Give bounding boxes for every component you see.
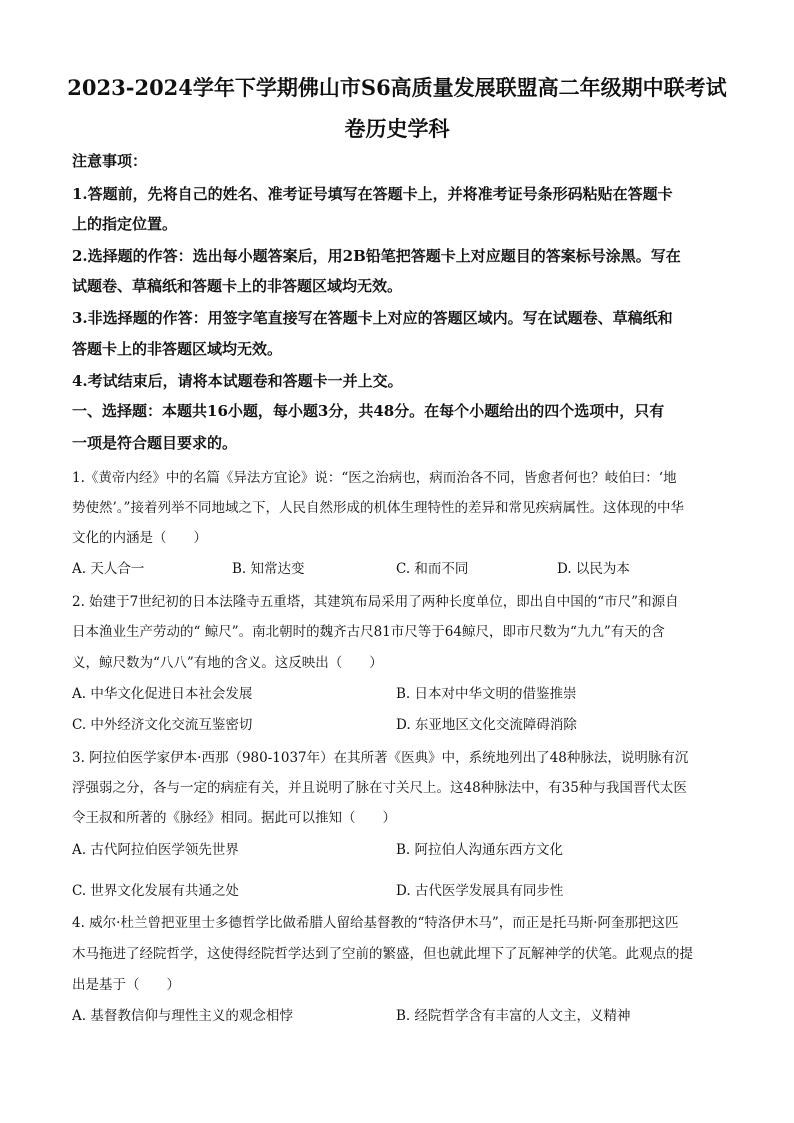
notice-line: 上的指定位置。	[72, 215, 178, 233]
section-heading: 一项是符合题目要求的。	[72, 434, 238, 452]
question-3-option-c: C. 世界文化发展有共通之处	[72, 883, 239, 899]
question-3-option-a: A. 古代阿拉伯医学领先世界	[72, 842, 239, 858]
question-3-option-d: D. 古代医学发展具有同步性	[396, 883, 564, 899]
question-2-line: 2. 始建于7世纪初的日本法隆寺五重塔，其建筑布局采用了两种长度单位，即出自中国的“市尺”和源自	[72, 594, 679, 610]
question-2-line: 日本渔业生产劳动的“ 鲸尺”。南北朝时的魏齐古尺81市尺等于64鲸尺，即市尺数为“九九”有天的含	[72, 624, 665, 640]
notice-line: 2.选择题的作答：选出每小题答案后，用2B铅笔把答题卡上对应题目的答案标号涂黑。写在	[72, 247, 681, 265]
question-2-option-a: A. 中华文化促进日本社会发展	[72, 686, 253, 702]
question-3-line: 3. 阿拉伯医学家伊本·西那（980-1037年）在其所著《医典》中，系统地列出了48种脉法，说明脉有沉	[72, 750, 689, 766]
notice-line: 3.非选择题的作答：用签字笔直接写在答题卡上对应的答题区域内。写在试题卷、草稿纸和	[72, 309, 673, 327]
question-2-option-d: D. 东亚地区文化交流障碍消除	[396, 717, 577, 733]
question-2-option-c: C. 中外经济文化交流互鉴密切	[72, 717, 253, 733]
notice-line: 试题卷、草稿纸和答题卡上的非答题区域均无效。	[72, 277, 403, 295]
question-1-line: 1.《黄帝内经》中的名篇《异法方宜论》说：“医之治病也，病而治各不同，皆愈者何也？岐伯曰：‘地	[72, 470, 677, 486]
question-4-line: 木马拖进了经院哲学，这使得经院哲学达到了空前的繁盛，但也就此埋下了瓦解神学的伏笔。此观点的提	[72, 946, 693, 962]
question-3-option-b: B. 阿拉伯人沟通东西方文化	[396, 842, 564, 858]
section-heading: 一、选择题：本题共16小题，每小题3分，共48分。在每个小题给出的四个选项中，只有	[72, 402, 665, 420]
question-2-option-b: B. 日本对中华文明的借鉴推崇	[396, 686, 577, 702]
notice-line: 1.答题前，先将自己的姓名、准考证号填写在答题卡上，并将准考证号条形码粘贴在答题卡	[72, 185, 673, 203]
question-3-line: 浮强弱之分，各与一定的病症有关，并且说明了脉在寸关尺上。这48种脉法中，有35种与我国晋代太医	[72, 780, 687, 796]
notice-line: 4.考试结束后，请将本试题卷和答题卡一并上交。	[72, 372, 403, 390]
question-2-line: 义，鲸尺数为“八八”有地的含义。这反映出（ ）	[72, 655, 383, 671]
exam-title-line-2: 卷历史学科	[344, 116, 450, 141]
question-4-option-a: A. 基督教信仰与理性主义的观念相悖	[72, 1008, 293, 1024]
question-1-option-d: D. 以民为本	[557, 561, 630, 577]
question-1-line: 势使然’。”接着列举不同地域之下，人民自然形成的机体生理特性的差异和常见疾病属性。这体现的中华	[72, 500, 684, 516]
question-1-option-a: A. 天人合一	[72, 561, 145, 577]
question-4-line: 4. 威尔·杜兰曾把亚里士多德哲学比做希腊人留给基督教的“特洛伊木马”，而正是托马斯·阿奎那把这匹	[72, 915, 679, 931]
notice-line: 答题卡上的非答题区域均无效。	[72, 340, 283, 358]
question-1-line: 文化的内涵是（ ）	[72, 530, 207, 546]
exam-title-line-1: 2023-2024学年下学期佛山市S6高质量发展联盟高二年级期中联考试	[67, 75, 727, 100]
question-1-option-b: B. 知常达变	[232, 561, 305, 577]
notice-heading: 注意事项：	[72, 152, 148, 170]
question-4-option-b: B. 经院哲学含有丰富的人文主，义精神	[396, 1008, 631, 1024]
question-4-line: 出是基于（ ）	[72, 977, 180, 993]
question-3-line: 令王叔和所著的《脉经》相同。据此可以推知（ ）	[72, 810, 396, 826]
question-1-option-c: C. 和而不同	[396, 561, 469, 577]
